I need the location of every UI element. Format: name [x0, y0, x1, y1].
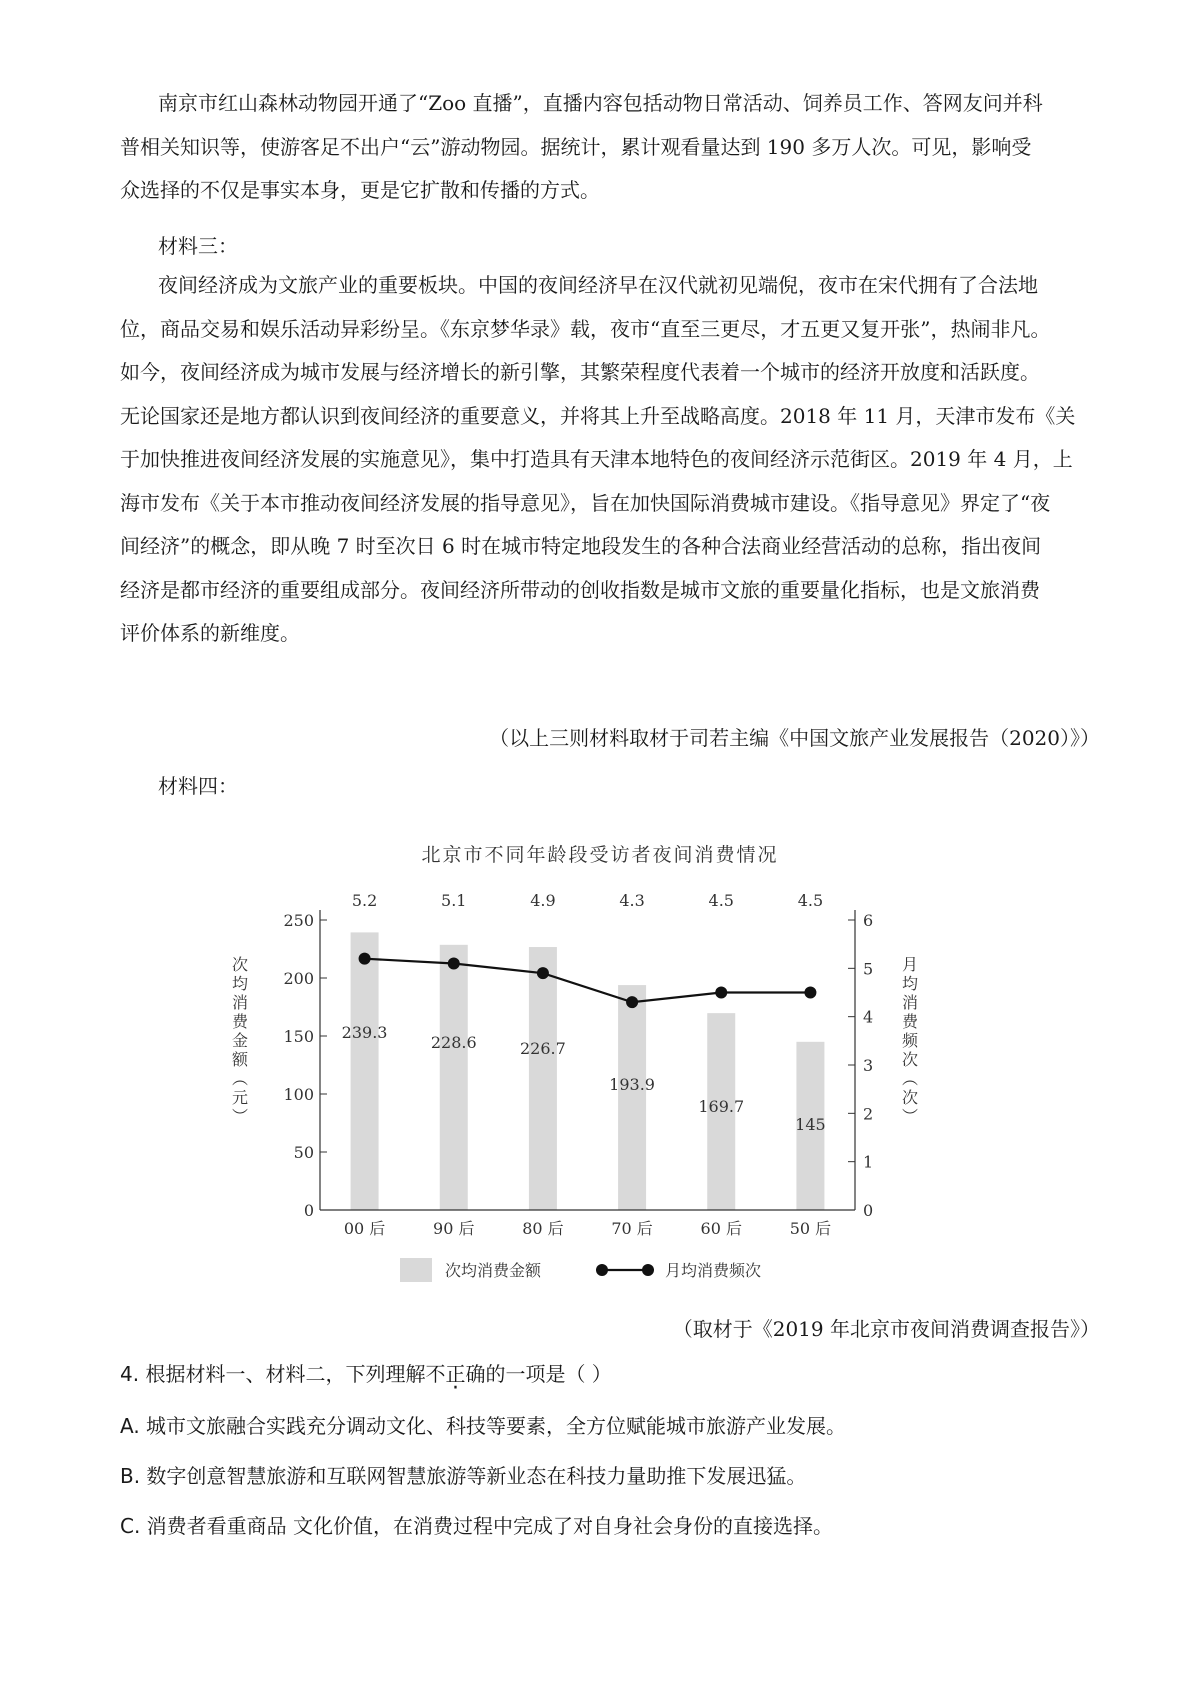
material2-paragraph	[120, 82, 1100, 213]
legend-line-dot	[642, 1264, 654, 1276]
bar-value-label: 145	[795, 1115, 826, 1134]
text-line: 众选择的不仅是事实本身，更是它扩散和传播的方式。	[120, 178, 600, 202]
text-line: 无论国家还是地方都认识到夜间经济的重要意义，并将其上升至战略高度。2018 年 11 月，天津市发布《关	[120, 403, 1076, 428]
text-line: 夜间经济成为文旅产业的重要板块。中国的夜间经济早在汉代就初见端倪，夜市在宋代拥有了合法地	[158, 273, 1038, 297]
material3-paragraph	[120, 264, 1100, 656]
line-value-label: 4.5	[708, 891, 734, 910]
y-axis-title-right: 月均消费频次︵次︶	[901, 955, 919, 1126]
x-tick-label: 00 后	[343, 1219, 386, 1238]
y-tick-label-right: 2	[863, 1104, 874, 1124]
night-consumption-chart	[230, 840, 990, 1310]
y-tick-label-right: 3	[863, 1056, 874, 1075]
y-tick-label-right: 6	[863, 911, 874, 930]
material3-source: （以上三则材料取材于司若主编《中国文旅产业发展报告（2020）》）	[489, 726, 1100, 750]
x-tick-label: 60 后	[700, 1219, 742, 1238]
bar-value-label: 193.9	[609, 1075, 655, 1094]
x-tick-label: 80 后	[522, 1219, 564, 1238]
line-point	[715, 987, 727, 999]
x-tick-label: 70 后	[611, 1219, 653, 1238]
y-tick-label-left: 100	[283, 1085, 314, 1104]
text-line: 海市发布《关于本市推动夜间经济发展的指导意见》，旨在加快国际消费城市建设。《指导意见》界定了“夜	[120, 490, 1051, 515]
material4-source: （取材于《2019 年北京市夜间消费调查报告》）	[672, 1317, 1100, 1341]
bar	[529, 947, 557, 1210]
question-stem-suffix: 的一项是（ ）	[485, 1362, 612, 1386]
line-point	[448, 958, 460, 970]
option-b[interactable]: B. 数字创意智慧旅游和互联网智慧旅游等新业态在科技力量助推下发展迅猛。	[120, 1464, 807, 1488]
line-value-label: 5.1	[441, 891, 467, 910]
legend-bar-label: 次均消费金额	[445, 1261, 542, 1280]
line-point	[537, 967, 549, 979]
material4-label: 材料四：	[158, 774, 238, 798]
text-line: 普相关知识等，使游客足不出户“云”游动物园。据统计，累计观看量达到 190 多万人次。可见，影响受	[120, 134, 1032, 159]
option-a[interactable]: A. 城市文旅融合实践充分调动文化、科技等要素，全方位赋能城市旅游产业发展。	[120, 1414, 847, 1438]
line-point	[626, 996, 638, 1008]
x-tick-label: 90 后	[433, 1219, 475, 1238]
line-value-label: 4.5	[797, 891, 824, 910]
y-tick-label-left: 150	[283, 1027, 314, 1046]
legend-bar-swatch	[400, 1258, 432, 1282]
legend-line-dot	[596, 1264, 608, 1276]
y-tick-label-right: 1	[863, 1152, 874, 1172]
y-tick-label-left: 50	[293, 1143, 314, 1162]
text-line: 如今，夜间经济成为城市发展与经济增长的新引擎，其繁荣程度代表着一个城市的经济开放度和活跃度。	[120, 360, 1040, 384]
bar	[440, 945, 468, 1210]
line-point	[359, 953, 371, 965]
bar-value-label: 226.7	[520, 1039, 566, 1058]
line-value-label: 4.9	[530, 891, 556, 910]
x-tick-label: 50 后	[789, 1219, 832, 1238]
text-line: 经济是都市经济的重要组成部分。夜间经济所带动的创收指数是城市文旅的重要量化指标，也是文旅消费	[120, 577, 1040, 602]
text-line: 评价体系的新维度。	[120, 621, 300, 645]
bar	[618, 985, 646, 1210]
y-tick-label-right: 5	[863, 959, 874, 979]
question-stem-emphasis: 不正确	[425, 1362, 486, 1386]
frequency-line	[365, 959, 811, 1003]
text-line: 南京市红山森林动物园开通了“Zoo 直播”，直播内容包括动物日常活动、饲养员工作、答网友问并科	[158, 91, 1043, 115]
y-tick-label-right: 0	[863, 1201, 874, 1220]
line-value-label: 4.3	[619, 891, 645, 910]
text-line: 于加快推进夜间经济发展的实施意见》，集中打造具有天津本地特色的夜间经济示范街区。2019 年 4 月，上	[120, 447, 1073, 471]
bar-value-label: 228.6	[430, 1033, 477, 1052]
bar-value-label: 239.3	[341, 1023, 388, 1042]
bar	[351, 932, 379, 1210]
question-stem	[120, 1358, 612, 1387]
y-axis-title-left: 次均消费金额︵元︶	[231, 955, 249, 1126]
y-tick-label-left: 0	[303, 1201, 314, 1220]
y-tick-label-left: 250	[283, 911, 314, 930]
material3-label: 材料三：	[158, 234, 238, 258]
legend-line-label: 月均消费频次	[665, 1261, 762, 1280]
y-tick-label-left: 200	[283, 969, 314, 988]
chart-title: 北京市不同年龄段受访者夜间消费情况	[421, 844, 779, 866]
text-line: 间经济”的概念，即从晚 7 时至次日 6 时在城市特定地段发生的各种合法商业经营活动的总称，指出夜间	[120, 534, 1042, 558]
line-value-label: 5.2	[351, 891, 378, 910]
question-stem-prefix: 4. 根据材料一、材料二，下列理解	[120, 1362, 426, 1386]
option-c[interactable]: C. 消费者看重商品 文化价值，在消费过程中完成了对自身社会身份的直接选择。	[120, 1514, 834, 1538]
y-tick-label-right: 4	[863, 1007, 874, 1027]
bar-value-label: 169.7	[698, 1097, 745, 1116]
line-point	[804, 987, 816, 999]
text-line: 位，商品交易和娱乐活动异彩纷呈。《东京梦华录》载，夜市“直至三更尽，才五更又复开张”，热闹非凡。	[120, 316, 1051, 341]
